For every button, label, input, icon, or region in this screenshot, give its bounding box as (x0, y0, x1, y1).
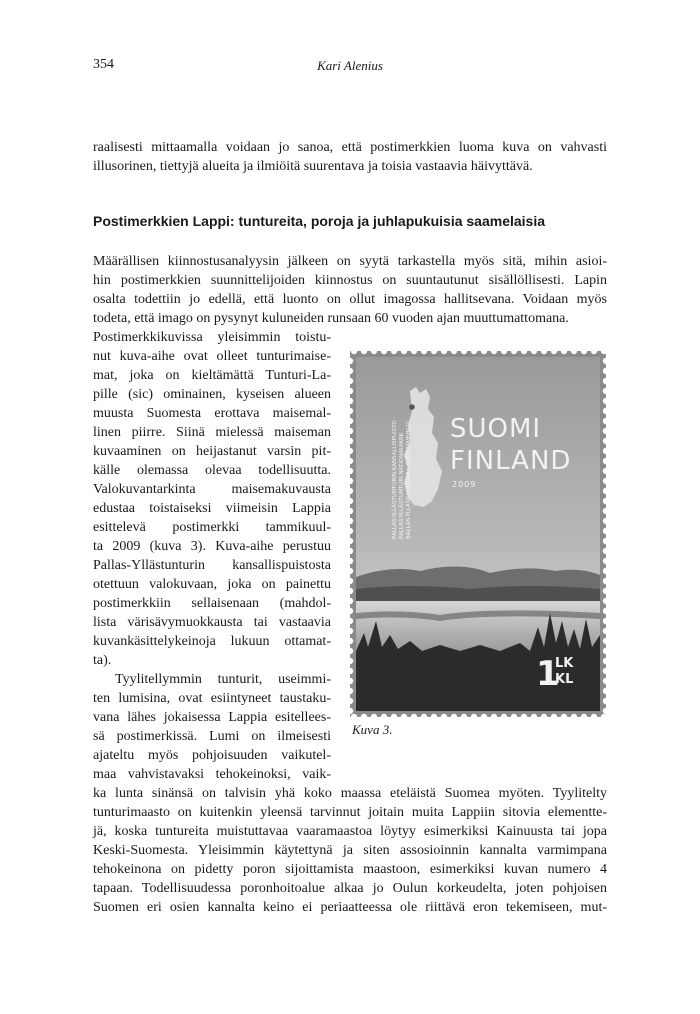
text-line: tunturimaasto on kuitenkin yleensä tarvinnut joitain muita Lappiin sitovia elementte- (93, 805, 607, 820)
running-header-author: Kari Alenius (317, 58, 383, 73)
stamp-figure (350, 351, 606, 717)
text-line: edustaa toistaiseksi viimeisin Lappia (93, 501, 331, 516)
text-line: ta 2009 (kuva 3). Kuva-aihe perustuu (93, 539, 331, 554)
text-line: lista värisävymuokkausta tai vastaavia (93, 615, 331, 630)
stamp-year: 2009 (452, 480, 477, 489)
text-line: postimerkkiin sellaisenaan (mahdol- (93, 596, 331, 611)
stamp-value-class-top: LK (555, 656, 574, 671)
figure-caption: Kuva 3. (352, 722, 393, 737)
text-line: maa vahvistavaksi tehokeinoksi, vaik- (93, 767, 331, 782)
text-line: raalisesti mittaamalla voidaan jo sanoa, että postimerkkien luoma kuva on vahvasti (93, 140, 607, 155)
stamp-country-finland: FINLAND (450, 446, 572, 476)
stamp-image (350, 351, 606, 717)
text-line: osalta todettiin jo edellä, että luonto on ollut imagossa hallitsevana. Voidaan myös (93, 292, 607, 307)
text-line: kuvaaminen on heijastanut varsin pit- (93, 444, 331, 459)
text-line: ka lunta sinänsä on talvisin yhä koko maassa eteläistä Suomea myöten. Tyylitelty (93, 786, 607, 801)
text-line: nut kuva-aihe ovat olleet tunturimaise- (93, 349, 331, 364)
text-line: Määrällisen kiinnostusanalyysin jälkeen on syytä tarkastella myös sitä, mihin asioi- (93, 254, 607, 269)
text-line: kuvankäsittelykeinoja lukuun ottamat- (93, 634, 331, 649)
text-line: otettuun valokuvaan, joka on painettu (93, 577, 331, 592)
stamp-park-name-sv: PALLAS-YLLÄSTUNTURI NATIONALPARK (399, 432, 405, 539)
stamp-value-class-bottom: KL (555, 672, 574, 687)
text-line: källe olemassa olevaa todellisuutta. (93, 463, 331, 478)
section-heading: Postimerkkien Lappi: tuntureita, poroja ja juhlapukuisia saamelaisia (93, 213, 546, 229)
text-line: esittelevä postimerkki tammikuul- (93, 520, 331, 535)
text-line: vana lähes jokaisessa Lappia esitellees- (93, 710, 331, 725)
text-line: ajateltu myös pohjoisuuden vaikutel- (93, 748, 331, 763)
text-line: muusta Suomesta erottava maisemal- (93, 406, 331, 421)
text-line: ta). (93, 653, 112, 668)
text-line: Pallas-Yllästunturin kansallispuistosta (93, 558, 331, 573)
page-number: 354 (93, 57, 114, 72)
text-line: Valokuvantarkinta maisemakuvausta (93, 482, 331, 497)
text-line: Suomen eri osien kannalta keino ei periaatteessa ole riittävä eron tekemiseen, mut- (93, 900, 607, 915)
text-line: ten lumisina, ovat esiintyneet taustaku- (93, 691, 331, 706)
text-line: Keski-Suomesta. Yleisimmin käytettynä ja siten assosioinnin kannalta varmimpana (93, 843, 607, 858)
text-line: pille (sic) ominainen, kyseisen alueen (93, 387, 331, 402)
stamp-park-name-fi: PALLAS-YLLÄSTUNTURIN KANSALLISPUISTO (392, 420, 398, 539)
text-line: todeta, että imago on pysynyt kuluneiden runsaan 60 vuoden ajan muuttumattomana. (93, 311, 569, 326)
text-line: tapaan. Todellisuudessa poronhoitoalue alkaa jo Oulun korkeudelta, joten pohjoisen (93, 881, 607, 896)
text-line: Postimerkkikuvissa yleisimmin toistu- (93, 330, 331, 345)
text-line: tehokeinona on pidetty poron sijoittamista maastoon, esimerkiksi kuvan numero 4 (93, 862, 607, 877)
stamp-country-suomi: SUOMI (450, 414, 542, 444)
stamp-park-name-se: BÁLLÁS-YLLÁSDUODDARA ÁLBMOTMEHCCI (406, 421, 412, 539)
text-line: Tyylitellymmin tunturit, useimmi- (115, 672, 331, 687)
text-line: hin postimerkkien suunnittelijoiden kiinnostus on suuntautunut sisällöllisesti. Lapin (93, 273, 607, 288)
stamp-value-number: 1 (536, 654, 560, 694)
text-line: jä, koska tuntureita muistuttavaa vaaramaastoa löytyy esimerkiksi Kainuusta tai jopa (93, 824, 607, 839)
text-line: illusorinen, tiettyjä alueita ja ilmiöitä suurentava ja toisia vastaavia häivyttävä. (93, 159, 533, 174)
text-line: linen piirre. Siinä mielessä maiseman (93, 425, 331, 440)
text-line: mat, joka on kieltämättä Tunturi-La- (93, 368, 331, 383)
text-line: sä postimerkissä. Lumi on ilmeisesti (93, 729, 331, 744)
